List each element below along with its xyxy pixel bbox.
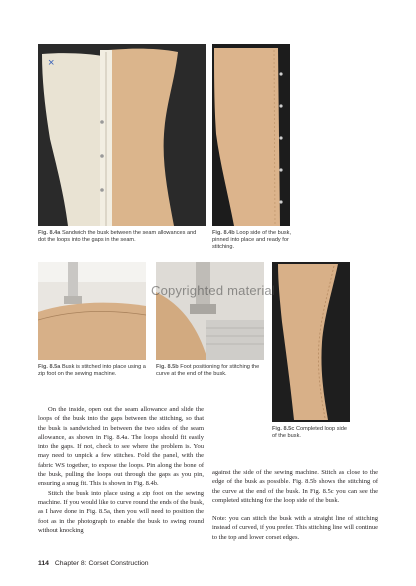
caption-label: Fig. 8.5b	[156, 364, 179, 370]
caption-fig-8-5a	[38, 364, 146, 378]
body-column-1	[38, 405, 204, 535]
chapter-title: Chapter 8: Corset Construction	[54, 560, 149, 567]
page-number: 114	[38, 560, 49, 567]
caption-label: Fig. 8.5a	[38, 364, 61, 370]
watermark: Copyrighted material	[151, 283, 275, 298]
paragraph: against the side of the sewing machine. Stitch as close to the edge of the busk as possible. Fig. 8.5b shows the stitching of the curve at the end of the busk. In Fig. 8.5c you can see the completed stitching for the loop side of the busk.	[212, 469, 378, 504]
page-footer	[38, 560, 149, 567]
caption-fig-8-5b	[156, 364, 266, 378]
paragraph: Stitch the busk into place using a zip foot on the sewing machine. If you would like to curve round the ends of the busk, as I have done in Fig. 8.5a, then you will need to position the foot as in the photograph to enable the busk to swing round without knocking	[38, 489, 204, 534]
caption-text: Busk is stitched into place using a zip foot on the sewing machine.	[38, 364, 146, 377]
caption-label: Fig. 8.5c	[272, 426, 295, 432]
caption-fig-8-5c	[272, 426, 352, 440]
paragraph: On the inside, open out the seam allowance and slide the loops of the busk into the gaps between the stitching, so that the busk is sandwiched in between the two sides of the seam allowance, as shown in Fig. 8.4a. The loops should fit easily into the gaps. If not, check to see where the problem is. You may need to unpick a few stitches. Fold the panel, with the fabric WS together, to expose the loops. Pin along the bone of the busk, pulling the loops out through the gaps as you pin, ensuring a snug fit. This is shown in Fig. 8.4b.	[38, 406, 204, 488]
photo-fig-8-5a	[38, 262, 146, 360]
photo-fig-8-4b	[212, 44, 290, 226]
caption-label: Fig. 8.4b	[212, 230, 235, 236]
caption-text: Sandwich the busk between the seam allowances and dot the loops into the gaps in the seam.	[38, 230, 197, 243]
caption-fig-8-4a	[38, 230, 198, 244]
caption-fig-8-4b	[212, 230, 292, 251]
caption-label: Fig. 8.4a	[38, 230, 61, 236]
photo-fig-8-5b	[156, 262, 264, 360]
body-column-2	[212, 468, 378, 542]
photo-fig-8-5c	[272, 262, 350, 422]
note-paragraph: Note: you can stitch the busk with a straight line of stitching instead of curved, if you prefer. This stitching line will continue to the top and lower corset edges.	[212, 515, 378, 541]
photo-fig-8-4a	[38, 44, 206, 226]
svg-text:×: ×	[48, 57, 55, 69]
caption-text: Completed loop side of the busk.	[272, 426, 347, 439]
caption-text: Foot positioning for stitching the curve at the end of the busk.	[156, 364, 260, 377]
caption-text: Loop side of the busk, pinned into place and ready for stitching.	[212, 230, 291, 250]
